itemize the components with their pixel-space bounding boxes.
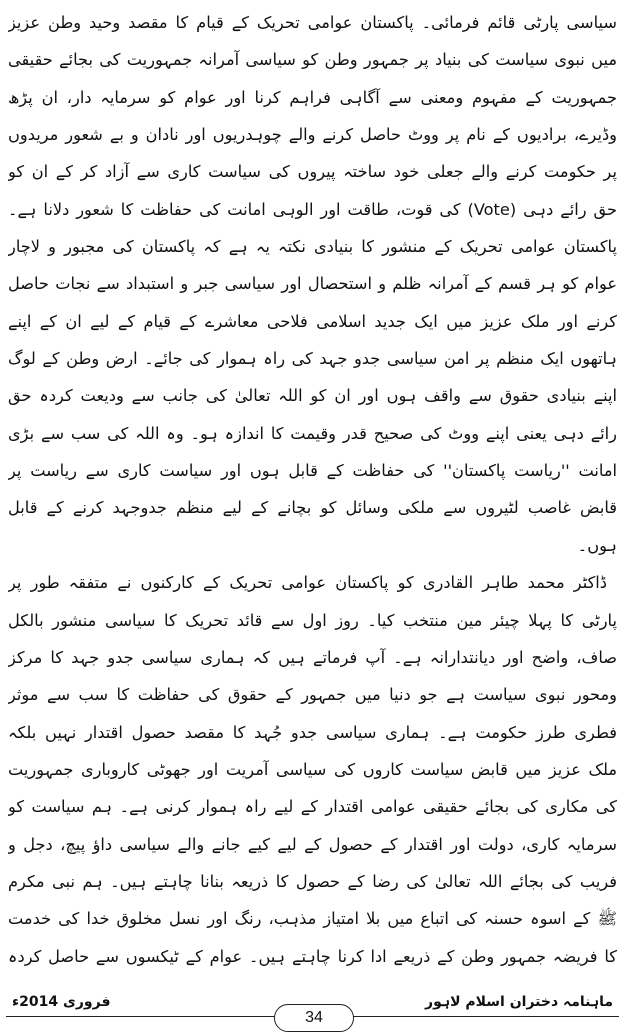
- article-paragraph-1: سیاسی پارٹی قائم فرمائی۔ پاکستان عوامی تحریک کے قیام کا مقصد وحید وطن عزیز میں نبوی سیاست کی بنیاد پر جمہور وطن کو سیاسی آمرانہ جمہوریت کی بجائے حقیقی جمہوریت کے مفہوم ومعنی سے آگاہی فراہم کرنا اور عوام کو سرمایہ دار، ان پڑھ وڈیرے، برادیوں کے نام پر ووٹ حاصل کرنے والے چوہدریوں اور نادان و بے شعور مریدوں پر حکومت کرنے والے جعلی خود ساختہ پیروں کی سیاست کاری سے آزاد کر کے ان کو حق رائے دہی (Vote) کی قوت، طاقت اور الوہی امانت کی حفاظت کا شعور دلانا ہے۔ پاکستان عوامی تحریک کے منشور کا بنیادی نکتہ یہ ہے کہ پاکستان کی مجبور و لاچار عوام کو ہر قسم کے آمرانہ ظلم و استحصال اور سیاسی جبر و استبداد سے نجات حاصل کرنے اور ملک عزیز میں ایک جدید اسلامی فلاحی معاشرے کے قیام کے لیے ان کے اپنے ہاتھوں ایک منظم پر امن سیاسی جدو جہد کی راہ ہموار کی جائے۔ ارض وطن کے لوگ اپنے بنیادی حقوق سے واقف ہوں اور ان کو اللہ تعالیٰ کی جانب سے ودیعت کردہ حق رائے دہی یعنی اپنے ووٹ کی صحیح قدر وقیمت کا اندازہ ہو۔ وہ اللہ کی سب سے بڑی امانت ''ریاست پاکستان'' کی حفاظت کے قابل ہوں اور سیاست کاری سے ریاست پر قابض غاصب لٹیروں سے ملکی وسائل کو بچانے کے لیے منظم جدوجہد کرنے کے قابل ہوں۔: [8, 13, 617, 555]
- magazine-title: ماہنامہ دختران اسلام لاہور: [421, 994, 617, 1010]
- article-body: [8, 4, 617, 980]
- page-number: 34: [274, 1004, 354, 1032]
- issue-date: فروری 2014ء: [8, 994, 114, 1010]
- page-footer: [0, 992, 625, 1036]
- article-paragraph-2: ڈاکٹر محمد طاہر القادری کو پاکستان عوامی تحریک کے کارکنوں نے متفقہ طور پر پارٹی کا پہلا چیئر مین منتخب کیا۔ روز اول سے قائد تحریک کا سیاسی منشور بالکل صاف، واضح اور دیانتدارانہ ہے۔ آپ فرماتے ہیں کہ ہماری سیاسی جدو جہد کا مرکز ومحور نبوی سیاست ہے جو دنیا میں جمہور کے حقوق کی حفاظت کا سب سے موثر فطری طرز حکومت ہے۔ ہماری سیاسی جدو جُہد کا مقصد حصول اقتدار نہیں بلکہ ملک عزیز میں قابض سیاست کاروں کی سیاسی آمریت اور جھوٹی کاروباری جمہوریت کی مکاری کی بجائے حقیقی عوامی اقتدار کے لیے راہ ہموار کرنی ہے۔ ہم سیاست کو سرمایہ کاری، دولت اور اقتدار کے حصول کے لیے کیے جانے والے سیاسی داؤ پیچ، دجل و فریب کی بجائے اللہ تعالیٰ کی رضا کے حصول کا ذریعہ بنانا چاہتے ہیں۔ ہم نبی مکرم ﷺ کے اسوہ حسنہ کی اتباع میں بلا امتیاز مذہب، رنگ اور نسل مخلوق خدا کی خدمت کا فریضہ جمہور وطن کے ذریعے ادا کرنا چاہتے ہیں۔ عوام کے ٹیکسوں سے حاصل کردہ: [8, 573, 617, 966]
